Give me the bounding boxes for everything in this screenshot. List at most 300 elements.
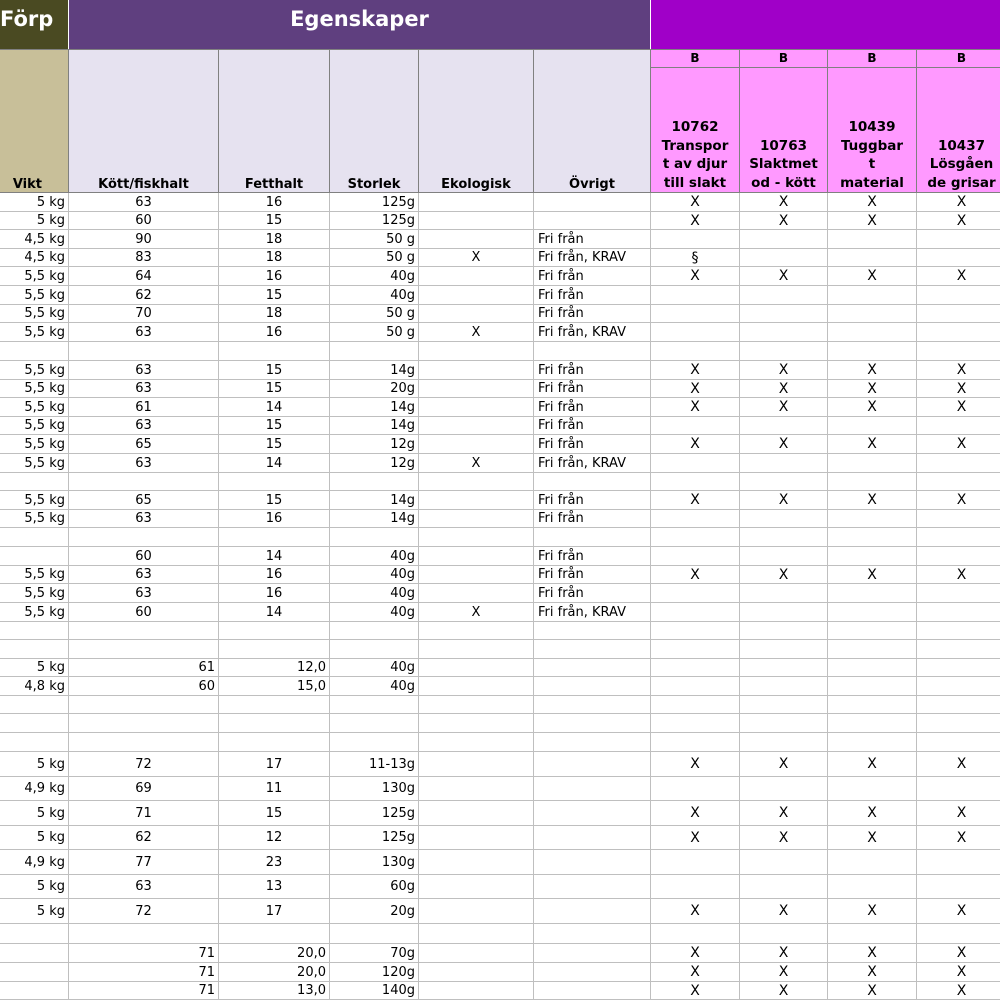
cell-kott[interactable]: [69, 924, 219, 944]
cell-criteria-2[interactable]: [740, 640, 828, 659]
cell-fett[interactable]: 14: [219, 398, 330, 417]
cell-eko[interactable]: [419, 659, 534, 677]
cell-ovrigt[interactable]: Fri från: [534, 510, 651, 528]
cell-storlek[interactable]: [330, 733, 419, 752]
cell-vikt[interactable]: 5 kg: [0, 212, 69, 230]
cell-kott[interactable]: 63: [69, 584, 219, 603]
cell-criteria-1[interactable]: X: [651, 361, 740, 380]
cell-fett[interactable]: 16: [219, 323, 330, 342]
cell-storlek[interactable]: [330, 924, 419, 944]
cell-fett[interactable]: 16: [219, 267, 330, 286]
cell-vikt[interactable]: 5,5 kg: [0, 323, 69, 342]
cell-vikt[interactable]: [0, 342, 69, 361]
cell-criteria-2[interactable]: X: [740, 398, 828, 417]
cell-criteria-3[interactable]: [828, 454, 917, 473]
cell-criteria-1[interactable]: [651, 924, 740, 944]
cell-eko[interactable]: [419, 305, 534, 323]
cell-kott[interactable]: 60: [69, 603, 219, 622]
cell-criteria-1[interactable]: X: [651, 212, 740, 230]
cell-ovrigt[interactable]: [534, 193, 651, 212]
cell-criteria-2[interactable]: X: [740, 566, 828, 584]
cell-ovrigt[interactable]: Fri från, KRAV: [534, 323, 651, 342]
cell-eko[interactable]: [419, 286, 534, 305]
cell-criteria-1[interactable]: [651, 528, 740, 547]
cell-vikt[interactable]: [0, 696, 69, 714]
cell-storlek[interactable]: [330, 342, 419, 361]
cell-kott[interactable]: 60: [69, 212, 219, 230]
cell-criteria-1[interactable]: X: [651, 435, 740, 454]
cell-vikt[interactable]: [0, 924, 69, 944]
cell-storlek[interactable]: 11-13g: [330, 752, 419, 777]
cell-fett[interactable]: 20,0: [219, 944, 330, 963]
cell-criteria-3[interactable]: X: [828, 801, 917, 826]
cell-criteria-2[interactable]: [740, 603, 828, 622]
cell-criteria-4[interactable]: [917, 659, 1000, 677]
cell-eko[interactable]: [419, 473, 534, 491]
cell-eko[interactable]: [419, 875, 534, 899]
cell-criteria-2[interactable]: X: [740, 944, 828, 963]
cell-eko[interactable]: [419, 417, 534, 435]
cell-criteria-4[interactable]: X: [917, 491, 1000, 510]
cell-eko[interactable]: [419, 963, 534, 982]
cell-kott[interactable]: [69, 528, 219, 547]
cell-storlek[interactable]: 40g: [330, 267, 419, 286]
criteria-header-10762[interactable]: [651, 68, 740, 192]
cell-fett[interactable]: 17: [219, 752, 330, 777]
cell-eko[interactable]: [419, 566, 534, 584]
cell-kott[interactable]: 65: [69, 491, 219, 510]
cell-fett[interactable]: [219, 528, 330, 547]
cell-criteria-3[interactable]: X: [828, 361, 917, 380]
cell-fett[interactable]: [219, 714, 330, 733]
cell-vikt[interactable]: 5,5 kg: [0, 380, 69, 398]
cell-eko[interactable]: [419, 398, 534, 417]
cell-ovrigt[interactable]: [534, 714, 651, 733]
cell-criteria-2[interactable]: [740, 777, 828, 801]
criteria-b-cell-4[interactable]: B: [917, 50, 1000, 68]
cell-criteria-1[interactable]: [651, 323, 740, 342]
cell-criteria-3[interactable]: [828, 249, 917, 267]
cell-vikt[interactable]: 5,5 kg: [0, 286, 69, 305]
cell-ovrigt[interactable]: [534, 622, 651, 640]
cell-criteria-2[interactable]: X: [740, 963, 828, 982]
cell-criteria-1[interactable]: [651, 733, 740, 752]
cell-criteria-1[interactable]: X: [651, 982, 740, 1000]
cell-storlek[interactable]: 125g: [330, 193, 419, 212]
cell-vikt[interactable]: 5,5 kg: [0, 435, 69, 454]
column-header-eko[interactable]: [419, 50, 534, 192]
cell-kott[interactable]: 60: [69, 547, 219, 566]
cell-ovrigt[interactable]: Fri från, KRAV: [534, 454, 651, 473]
cell-ovrigt[interactable]: Fri från: [534, 380, 651, 398]
cell-ovrigt[interactable]: [534, 924, 651, 944]
cell-fett[interactable]: 18: [219, 249, 330, 267]
cell-vikt[interactable]: [0, 528, 69, 547]
cell-criteria-4[interactable]: [917, 510, 1000, 528]
cell-kott[interactable]: 90: [69, 230, 219, 249]
cell-ovrigt[interactable]: Fri från: [534, 267, 651, 286]
cell-storlek[interactable]: 50 g: [330, 249, 419, 267]
cell-criteria-1[interactable]: X: [651, 267, 740, 286]
cell-criteria-2[interactable]: [740, 249, 828, 267]
cell-ovrigt[interactable]: Fri från: [534, 230, 651, 249]
cell-criteria-3[interactable]: X: [828, 944, 917, 963]
cell-eko[interactable]: [419, 491, 534, 510]
cell-vikt[interactable]: 5,5 kg: [0, 454, 69, 473]
cell-ovrigt[interactable]: [534, 899, 651, 924]
cell-storlek[interactable]: 14g: [330, 361, 419, 380]
cell-ovrigt[interactable]: [534, 659, 651, 677]
cell-vikt[interactable]: 5 kg: [0, 193, 69, 212]
cell-ovrigt[interactable]: [534, 944, 651, 963]
cell-vikt[interactable]: [0, 622, 69, 640]
cell-criteria-2[interactable]: [740, 924, 828, 944]
cell-criteria-3[interactable]: X: [828, 826, 917, 850]
cell-criteria-4[interactable]: X: [917, 566, 1000, 584]
cell-criteria-3[interactable]: [828, 230, 917, 249]
cell-criteria-2[interactable]: [740, 584, 828, 603]
cell-criteria-3[interactable]: [828, 850, 917, 875]
cell-criteria-1[interactable]: [651, 677, 740, 696]
cell-ovrigt[interactable]: [534, 777, 651, 801]
criteria-b-cell-1[interactable]: B: [651, 50, 740, 68]
cell-eko[interactable]: [419, 584, 534, 603]
cell-criteria-4[interactable]: [917, 924, 1000, 944]
column-header-storlek[interactable]: [330, 50, 419, 192]
cell-eko[interactable]: [419, 899, 534, 924]
cell-fett[interactable]: 13,0: [219, 982, 330, 1000]
cell-fett[interactable]: 15: [219, 380, 330, 398]
cell-storlek[interactable]: [330, 473, 419, 491]
cell-criteria-1[interactable]: [651, 850, 740, 875]
cell-vikt[interactable]: 5,5 kg: [0, 361, 69, 380]
cell-eko[interactable]: [419, 714, 534, 733]
cell-criteria-4[interactable]: [917, 640, 1000, 659]
cell-vikt[interactable]: [0, 944, 69, 963]
cell-storlek[interactable]: [330, 696, 419, 714]
cell-criteria-3[interactable]: X: [828, 212, 917, 230]
cell-fett[interactable]: 23: [219, 850, 330, 875]
cell-criteria-2[interactable]: X: [740, 193, 828, 212]
cell-criteria-2[interactable]: X: [740, 899, 828, 924]
cell-kott[interactable]: 61: [69, 659, 219, 677]
cell-storlek[interactable]: 140g: [330, 982, 419, 1000]
cell-kott[interactable]: 72: [69, 899, 219, 924]
cell-eko[interactable]: X: [419, 323, 534, 342]
cell-criteria-3[interactable]: [828, 510, 917, 528]
cell-criteria-4[interactable]: X: [917, 435, 1000, 454]
cell-criteria-3[interactable]: X: [828, 982, 917, 1000]
cell-criteria-1[interactable]: [651, 286, 740, 305]
cell-vikt[interactable]: 5,5 kg: [0, 491, 69, 510]
cell-criteria-2[interactable]: [740, 417, 828, 435]
cell-criteria-3[interactable]: [828, 714, 917, 733]
cell-storlek[interactable]: 125g: [330, 801, 419, 826]
cell-criteria-4[interactable]: X: [917, 212, 1000, 230]
cell-vikt[interactable]: 5 kg: [0, 875, 69, 899]
cell-eko[interactable]: [419, 944, 534, 963]
cell-fett[interactable]: [219, 733, 330, 752]
cell-vikt[interactable]: [0, 640, 69, 659]
cell-criteria-1[interactable]: X: [651, 944, 740, 963]
cell-eko[interactable]: [419, 547, 534, 566]
cell-storlek[interactable]: 40g: [330, 603, 419, 622]
cell-criteria-4[interactable]: [917, 875, 1000, 899]
cell-ovrigt[interactable]: Fri från: [534, 398, 651, 417]
cell-vikt[interactable]: [0, 982, 69, 1000]
cell-fett[interactable]: 16: [219, 193, 330, 212]
cell-criteria-2[interactable]: [740, 510, 828, 528]
cell-criteria-1[interactable]: X: [651, 491, 740, 510]
cell-criteria-3[interactable]: [828, 603, 917, 622]
cell-storlek[interactable]: 130g: [330, 850, 419, 875]
cell-criteria-4[interactable]: [917, 342, 1000, 361]
cell-vikt[interactable]: [0, 547, 69, 566]
cell-ovrigt[interactable]: [534, 733, 651, 752]
criteria-header-10763[interactable]: [740, 68, 828, 192]
cell-vikt[interactable]: [0, 963, 69, 982]
cell-fett[interactable]: 15: [219, 212, 330, 230]
cell-eko[interactable]: [419, 677, 534, 696]
cell-criteria-4[interactable]: [917, 696, 1000, 714]
cell-criteria-3[interactable]: X: [828, 435, 917, 454]
cell-criteria-1[interactable]: [651, 584, 740, 603]
cell-criteria-4[interactable]: X: [917, 361, 1000, 380]
cell-storlek[interactable]: 14g: [330, 417, 419, 435]
cell-storlek[interactable]: 120g: [330, 963, 419, 982]
cell-ovrigt[interactable]: [534, 850, 651, 875]
cell-criteria-3[interactable]: X: [828, 491, 917, 510]
cell-storlek[interactable]: [330, 640, 419, 659]
cell-ovrigt[interactable]: Fri från: [534, 435, 651, 454]
cell-ovrigt[interactable]: Fri från: [534, 305, 651, 323]
cell-criteria-1[interactable]: [651, 603, 740, 622]
cell-criteria-4[interactable]: X: [917, 963, 1000, 982]
cell-criteria-1[interactable]: X: [651, 963, 740, 982]
cell-criteria-3[interactable]: [828, 659, 917, 677]
cell-storlek[interactable]: 14g: [330, 510, 419, 528]
cell-eko[interactable]: [419, 801, 534, 826]
cell-storlek[interactable]: 40g: [330, 566, 419, 584]
cell-ovrigt[interactable]: [534, 752, 651, 777]
cell-kott[interactable]: 71: [69, 801, 219, 826]
cell-criteria-1[interactable]: [651, 622, 740, 640]
cell-vikt[interactable]: [0, 714, 69, 733]
cell-criteria-2[interactable]: X: [740, 752, 828, 777]
cell-criteria-2[interactable]: [740, 342, 828, 361]
cell-criteria-4[interactable]: [917, 850, 1000, 875]
cell-vikt[interactable]: 5,5 kg: [0, 584, 69, 603]
cell-vikt[interactable]: 4,5 kg: [0, 230, 69, 249]
cell-criteria-1[interactable]: [651, 547, 740, 566]
cell-storlek[interactable]: 20g: [330, 899, 419, 924]
cell-criteria-4[interactable]: X: [917, 398, 1000, 417]
cell-eko[interactable]: [419, 696, 534, 714]
cell-criteria-3[interactable]: X: [828, 380, 917, 398]
cell-storlek[interactable]: 50 g: [330, 323, 419, 342]
cell-storlek[interactable]: 125g: [330, 212, 419, 230]
cell-criteria-2[interactable]: [740, 677, 828, 696]
cell-criteria-2[interactable]: [740, 850, 828, 875]
cell-criteria-1[interactable]: X: [651, 193, 740, 212]
cell-storlek[interactable]: 12g: [330, 454, 419, 473]
cell-fett[interactable]: [219, 640, 330, 659]
cell-criteria-2[interactable]: [740, 323, 828, 342]
cell-criteria-1[interactable]: [651, 417, 740, 435]
cell-criteria-1[interactable]: X: [651, 752, 740, 777]
cell-eko[interactable]: [419, 510, 534, 528]
cell-storlek[interactable]: [330, 622, 419, 640]
column-header-vikt[interactable]: [0, 50, 69, 192]
cell-fett[interactable]: 15: [219, 417, 330, 435]
cell-ovrigt[interactable]: [534, 801, 651, 826]
cell-eko[interactable]: [419, 826, 534, 850]
cell-kott[interactable]: 61: [69, 398, 219, 417]
cell-eko[interactable]: X: [419, 249, 534, 267]
cell-eko[interactable]: [419, 342, 534, 361]
cell-criteria-1[interactable]: X: [651, 899, 740, 924]
cell-vikt[interactable]: 5,5 kg: [0, 398, 69, 417]
cell-criteria-3[interactable]: X: [828, 752, 917, 777]
cell-ovrigt[interactable]: Fri från: [534, 547, 651, 566]
cell-eko[interactable]: [419, 777, 534, 801]
cell-criteria-4[interactable]: [917, 323, 1000, 342]
cell-eko[interactable]: [419, 212, 534, 230]
cell-criteria-2[interactable]: X: [740, 212, 828, 230]
cell-criteria-4[interactable]: [917, 305, 1000, 323]
cell-criteria-1[interactable]: [651, 696, 740, 714]
cell-criteria-1[interactable]: [651, 875, 740, 899]
cell-kott[interactable]: 62: [69, 826, 219, 850]
cell-fett[interactable]: 12,0: [219, 659, 330, 677]
cell-eko[interactable]: [419, 193, 534, 212]
cell-eko[interactable]: X: [419, 603, 534, 622]
cell-criteria-3[interactable]: [828, 677, 917, 696]
cell-fett[interactable]: [219, 342, 330, 361]
cell-kott[interactable]: [69, 473, 219, 491]
cell-vikt[interactable]: 5 kg: [0, 659, 69, 677]
criteria-b-cell-3[interactable]: B: [828, 50, 917, 68]
cell-criteria-1[interactable]: X: [651, 566, 740, 584]
cell-fett[interactable]: 14: [219, 454, 330, 473]
cell-storlek[interactable]: [330, 528, 419, 547]
cell-kott[interactable]: 77: [69, 850, 219, 875]
cell-criteria-3[interactable]: X: [828, 963, 917, 982]
cell-eko[interactable]: [419, 752, 534, 777]
cell-fett[interactable]: [219, 622, 330, 640]
cell-criteria-1[interactable]: [651, 659, 740, 677]
cell-criteria-4[interactable]: X: [917, 752, 1000, 777]
cell-vikt[interactable]: 5,5 kg: [0, 267, 69, 286]
cell-eko[interactable]: [419, 380, 534, 398]
cell-vikt[interactable]: 5,5 kg: [0, 510, 69, 528]
cell-vikt[interactable]: 4,9 kg: [0, 777, 69, 801]
cell-kott[interactable]: 63: [69, 417, 219, 435]
criteria-group-header[interactable]: [651, 0, 1000, 49]
cell-ovrigt[interactable]: Fri från: [534, 491, 651, 510]
cell-ovrigt[interactable]: [534, 528, 651, 547]
cell-criteria-4[interactable]: X: [917, 801, 1000, 826]
cell-criteria-2[interactable]: X: [740, 982, 828, 1000]
cell-criteria-4[interactable]: [917, 584, 1000, 603]
cell-criteria-2[interactable]: X: [740, 380, 828, 398]
cell-criteria-2[interactable]: [740, 454, 828, 473]
cell-ovrigt[interactable]: Fri från, KRAV: [534, 249, 651, 267]
cell-criteria-4[interactable]: [917, 454, 1000, 473]
cell-criteria-1[interactable]: X: [651, 801, 740, 826]
cell-criteria-2[interactable]: [740, 696, 828, 714]
cell-fett[interactable]: 12: [219, 826, 330, 850]
cell-kott[interactable]: 63: [69, 380, 219, 398]
cell-storlek[interactable]: 130g: [330, 777, 419, 801]
cell-criteria-3[interactable]: [828, 777, 917, 801]
cell-kott[interactable]: 69: [69, 777, 219, 801]
egenskaper-header[interactable]: [69, 0, 650, 49]
cell-vikt[interactable]: [0, 733, 69, 752]
cell-kott[interactable]: [69, 696, 219, 714]
cell-storlek[interactable]: 40g: [330, 659, 419, 677]
cell-fett[interactable]: 17: [219, 899, 330, 924]
cell-criteria-3[interactable]: X: [828, 193, 917, 212]
cell-vikt[interactable]: 5 kg: [0, 826, 69, 850]
cell-fett[interactable]: 18: [219, 230, 330, 249]
cell-criteria-3[interactable]: [828, 305, 917, 323]
cell-criteria-1[interactable]: [651, 714, 740, 733]
cell-criteria-3[interactable]: [828, 875, 917, 899]
cell-kott[interactable]: 63: [69, 193, 219, 212]
cell-criteria-1[interactable]: [651, 305, 740, 323]
criteria-b-cell-2[interactable]: B: [740, 50, 828, 68]
cell-criteria-1[interactable]: [651, 230, 740, 249]
cell-fett[interactable]: 14: [219, 547, 330, 566]
cell-kott[interactable]: 70: [69, 305, 219, 323]
cell-storlek[interactable]: 40g: [330, 547, 419, 566]
cell-criteria-1[interactable]: [651, 777, 740, 801]
cell-criteria-4[interactable]: [917, 528, 1000, 547]
cell-ovrigt[interactable]: [534, 677, 651, 696]
cell-vikt[interactable]: 4,9 kg: [0, 850, 69, 875]
cell-ovrigt[interactable]: Fri från: [534, 286, 651, 305]
cell-kott[interactable]: 63: [69, 875, 219, 899]
cell-criteria-4[interactable]: X: [917, 193, 1000, 212]
cell-criteria-3[interactable]: [828, 323, 917, 342]
cell-criteria-1[interactable]: [651, 342, 740, 361]
cell-ovrigt[interactable]: [534, 640, 651, 659]
cell-criteria-3[interactable]: X: [828, 267, 917, 286]
cell-criteria-2[interactable]: [740, 473, 828, 491]
cell-eko[interactable]: [419, 230, 534, 249]
cell-fett[interactable]: [219, 696, 330, 714]
cell-ovrigt[interactable]: [534, 826, 651, 850]
cell-criteria-1[interactable]: [651, 454, 740, 473]
cell-criteria-4[interactable]: X: [917, 380, 1000, 398]
cell-criteria-4[interactable]: X: [917, 899, 1000, 924]
cell-fett[interactable]: 16: [219, 510, 330, 528]
cell-criteria-4[interactable]: [917, 249, 1000, 267]
cell-eko[interactable]: [419, 361, 534, 380]
cell-eko[interactable]: [419, 640, 534, 659]
cell-criteria-3[interactable]: [828, 528, 917, 547]
cell-ovrigt[interactable]: Fri från: [534, 361, 651, 380]
cell-criteria-4[interactable]: [917, 230, 1000, 249]
cell-kott[interactable]: 83: [69, 249, 219, 267]
cell-storlek[interactable]: 60g: [330, 875, 419, 899]
cell-fett[interactable]: 15: [219, 491, 330, 510]
cell-criteria-1[interactable]: §: [651, 249, 740, 267]
cell-fett[interactable]: 15,0: [219, 677, 330, 696]
cell-fett[interactable]: 15: [219, 801, 330, 826]
cell-fett[interactable]: 16: [219, 584, 330, 603]
